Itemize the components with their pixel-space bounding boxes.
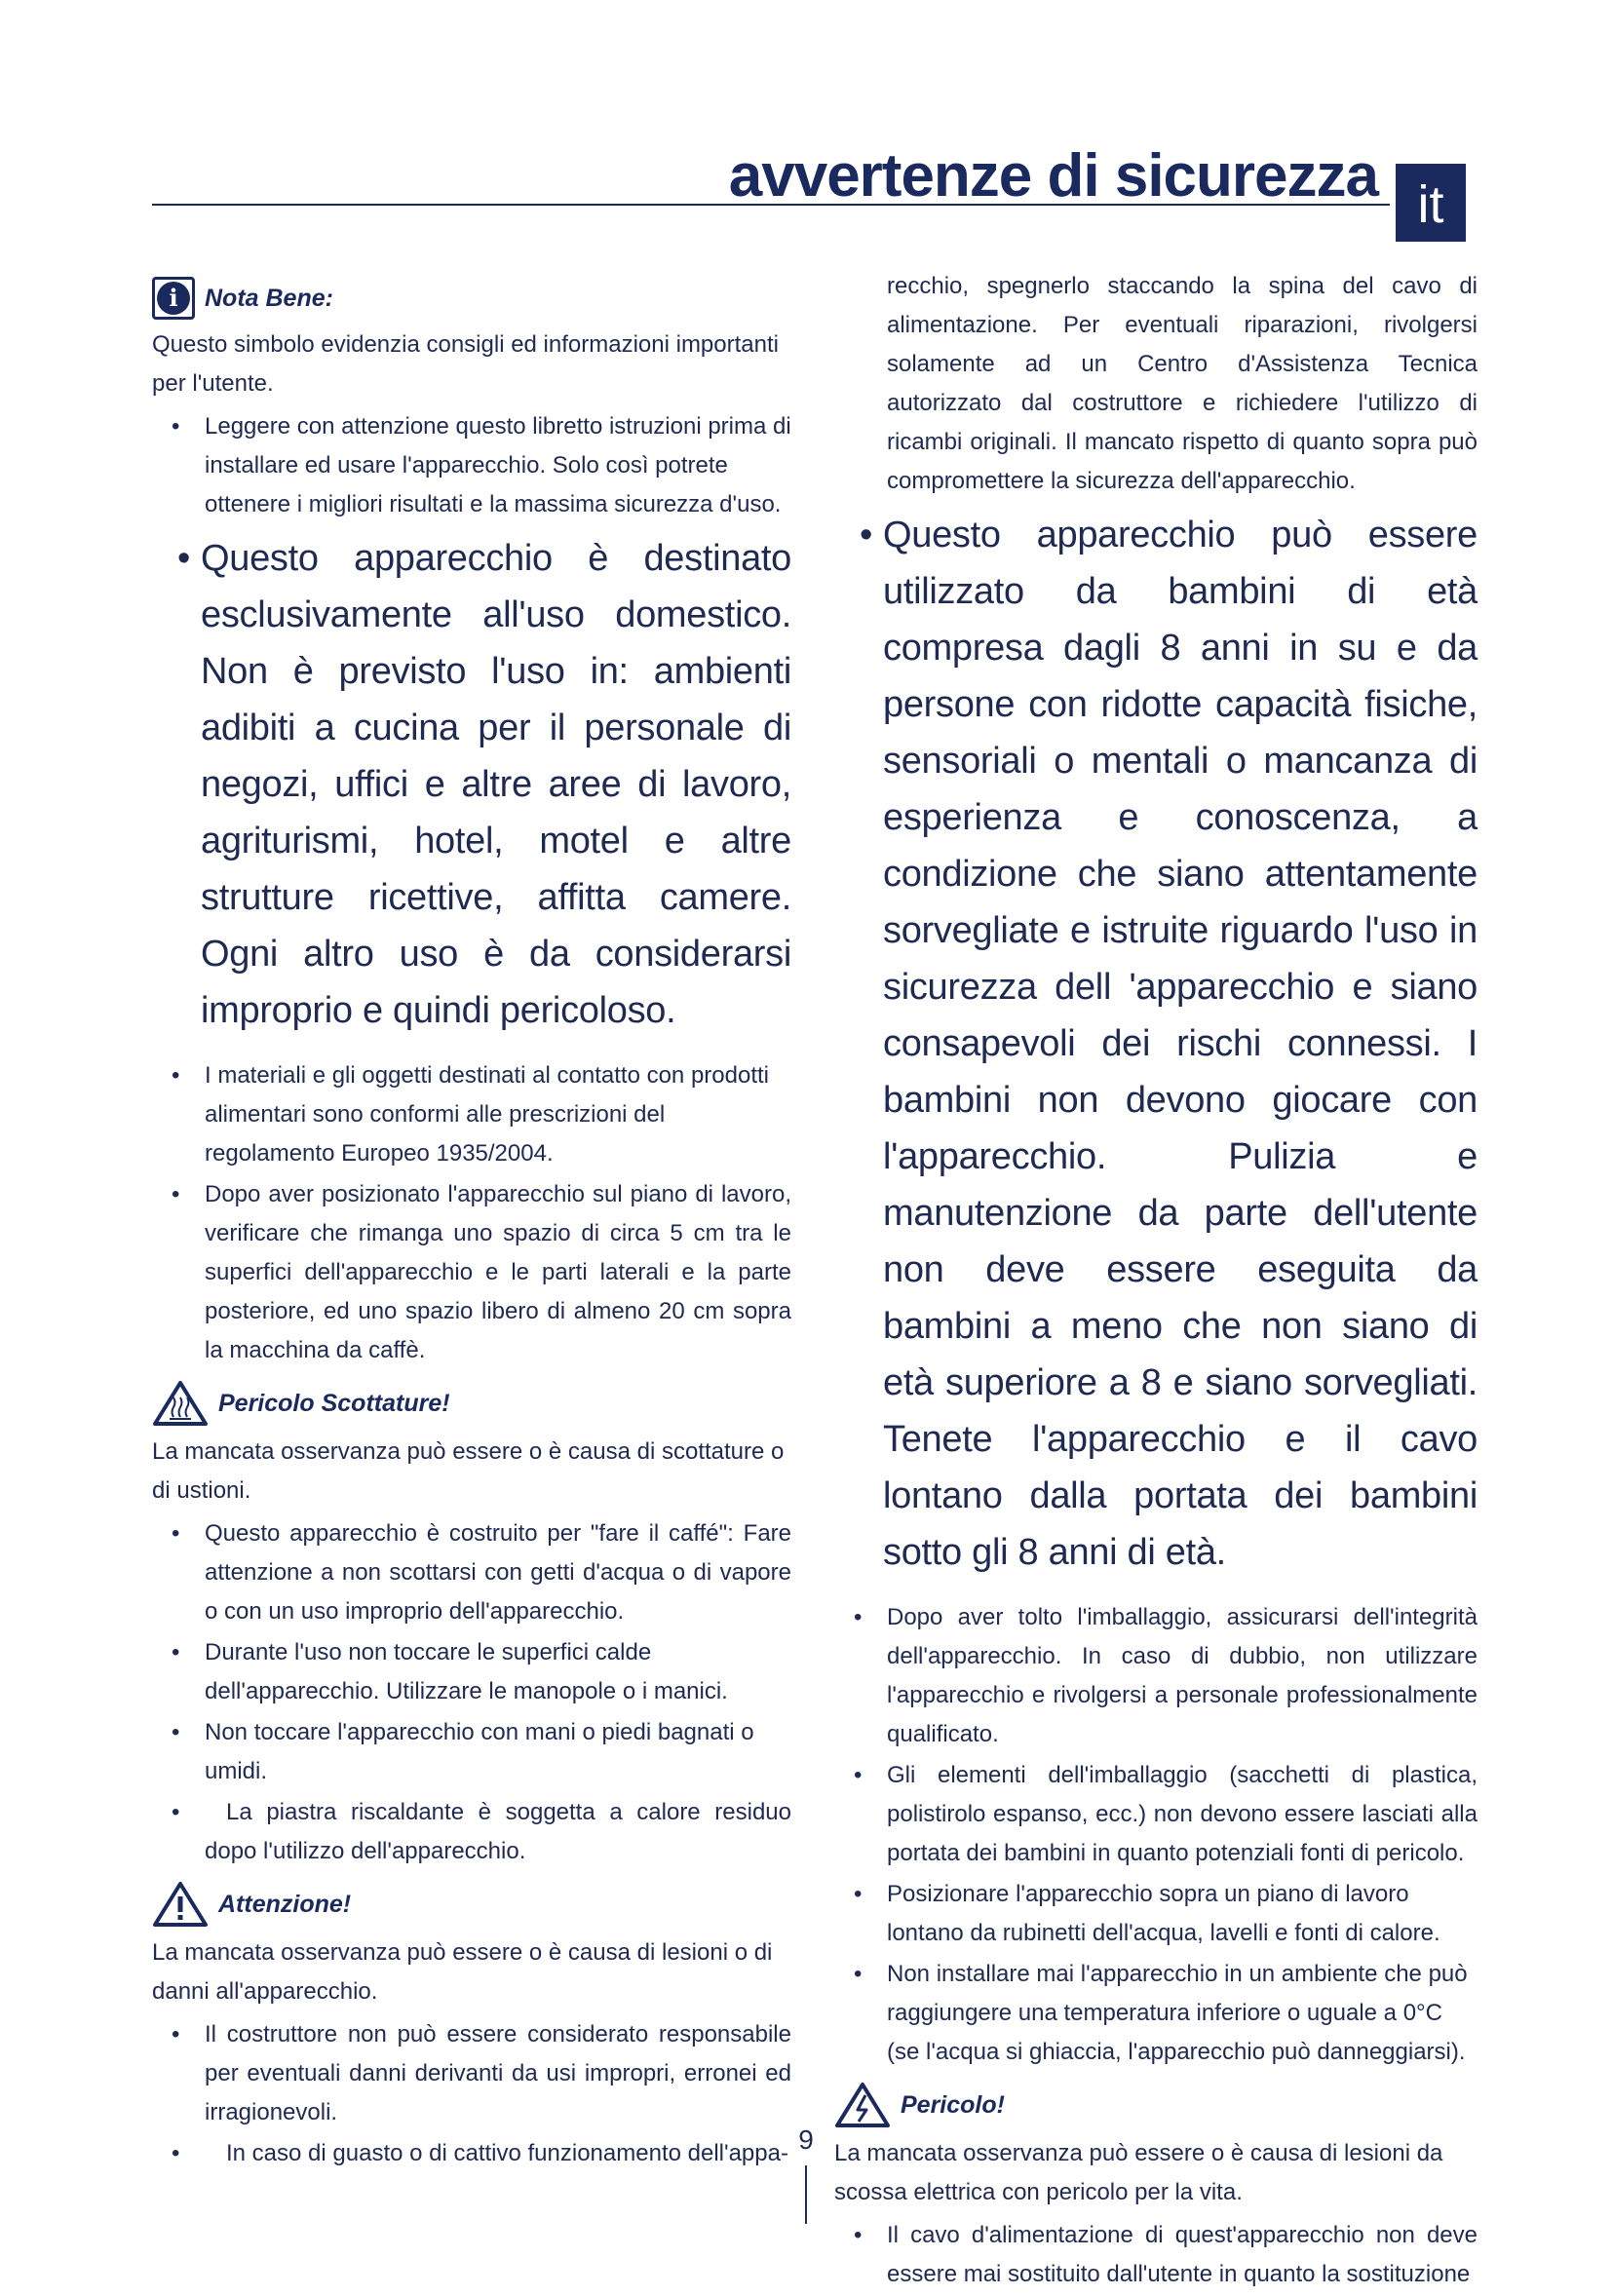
list-item: • Posizionare l'apparecchio sopra un piano di lavoro lontano da rubinetti dell'acqua, lavelli e fonti di calore. bbox=[834, 1875, 1478, 1953]
pericolo-text: La mancata osservanza può essere o è causa di lesioni da scossa elettrica con pericolo per la vita. bbox=[834, 2140, 1443, 2205]
scottature-text: La mancata osservanza può essere o è causa di scottature o di ustioni. bbox=[152, 1438, 785, 1504]
right-column bbox=[834, 267, 1478, 2296]
pericolo-heading bbox=[834, 2082, 1478, 2128]
list-item: • Gli elementi dell'imballaggio (sacchetti di plastica, polistirolo espanso, ecc.) non devono essere lasciati alla portata dei bambini in quanto potenziali fonti di pericolo. bbox=[834, 1756, 1478, 1873]
attenzione-label: Attenzione! bbox=[218, 1890, 352, 1918]
scottature-heading bbox=[152, 1380, 791, 1427]
page-divider bbox=[805, 2165, 807, 2224]
list-item: • La piastra riscaldante è soggetta a calore residuo dopo l'utilizzo dell'apparecchio. bbox=[152, 1793, 791, 1871]
list-item: • Dopo aver tolto l'imballaggio, assicurarsi dell'integrità dell'apparecchio. In caso di dubbio, non utilizzare l'apparecchio e rivolgersi a personale professionalmente qualificato. bbox=[834, 1598, 1478, 1754]
attenzione-heading bbox=[152, 1881, 791, 1928]
info-icon: i bbox=[152, 277, 195, 320]
list-item: • Questo apparecchio è costruito per "fare il caffé": Fare attenzione a non scottarsi con getti d'acqua o di vapore o con un uso improprio dell'apparecchio. bbox=[152, 1514, 791, 1631]
left-column bbox=[152, 273, 791, 2175]
list-item: • Il costruttore non può essere considerato responsabile per eventuali danni derivanti da usi impropri, erronei ed irragionevoli. bbox=[152, 2015, 791, 2132]
list-item: • In caso di guasto o di cattivo funzionamento dell'appa- bbox=[152, 2134, 791, 2173]
warning-icon bbox=[152, 1881, 209, 1928]
page-number: 9 bbox=[798, 2124, 814, 2155]
nota-bene-label: Nota Bene: bbox=[205, 284, 333, 312]
list-item: • I materiali e gli oggetti destinati al contatto con prodotti alimentari sono conformi alle prescrizioni del regolamento Europeo 1935/2004. bbox=[152, 1056, 791, 1173]
electric-shock-warning-icon bbox=[834, 2082, 891, 2128]
domestic-use-bullet: • Questo apparecchio è destinato esclusivamente all'uso domestico. Non è previsto l'uso in: ambienti adibiti a cucina per il personale di negozi, uffici e altre aree di lavoro, agriturismi, hotel, motel e altre strutture ricettive, affitta camere. Ogni altro uso è da considerarsi improprio e quindi pericoloso. bbox=[152, 530, 791, 1039]
hot-surface-warning-icon bbox=[152, 1380, 209, 1427]
list-item: • Non toccare l'apparecchio con mani o piedi bagnati o umidi. bbox=[152, 1713, 791, 1791]
continuation-text: recchio, spegnerlo staccando la spina del cavo di alimentazione. Per eventuali riparazioni, rivolgersi solamente ad un Centro d'Assistenza Tecnica autorizzato dal costruttore e richiedere l'utilizzo di ricambi originali. Il mancato rispetto di quanto sopra può compromettere la sicurezza dell'apparecchio. bbox=[887, 273, 1478, 494]
language-badge: it bbox=[1396, 164, 1466, 242]
list-item: • Il cavo d'alimentazione di quest'apparecchio non deve essere mai sostituito dall'utente in quanto la sostituzione bbox=[834, 2216, 1478, 2294]
list-item: • Dopo aver posizionato l'apparecchio sul piano di lavoro, verificare che rimanga uno spazio di circa 5 cm tra le superfici dell'apparecchio e le parti laterali e la parte posteriore, ed uno spazio libero di almeno 20 cm sopra la macchina da caffè. bbox=[152, 1175, 791, 1370]
children-use-bullet: • Questo apparecchio può essere utilizzato da bambini di età compresa dagli 8 anni in su e da persone con ridotte capacità fisiche, sensoriali o mentali o mancanza di esperienza e conoscenza, a condizione che siano attentamente sorvegliate e istruite riguardo l'uso in sicurezza dell 'apparecchio e siano consapevoli dei rischi connessi. I bambini non devono giocare con l'apparecchio. Pulizia e manutenzione da parte dell'utente non deve essere eseguita da bambini a meno che non siano di età superiore a 8 e siano sorvegliati. Tenete l'apparecchio e il cavo lontano dalla portata dei bambini sotto gli 8 anni di età. bbox=[834, 507, 1478, 1581]
list-item: • Leggere con attenzione questo libretto istruzioni prima di installare ed usare l'apparecchio. Solo così potrete ottenere i migliori risultati e la massima sicurezza d'uso. bbox=[152, 407, 791, 524]
attenzione-text: La mancata osservanza può essere o è causa di lesioni o di danni all'apparecchio. bbox=[152, 1939, 773, 2005]
list-item: • Non installare mai l'apparecchio in un ambiente che può raggiungere una temperatura inferiore o uguale a 0°C (se l'acqua si ghiaccia, l'apparecchio può danneggiarsi). bbox=[834, 1955, 1478, 2072]
scottature-label: Pericolo Scottature! bbox=[218, 1389, 450, 1417]
nota-bene-text: Questo simbolo evidenzia consigli ed informazioni importanti per l'utente. bbox=[152, 331, 779, 397]
nota-bene-heading bbox=[152, 277, 791, 320]
list-item: • Durante l'uso non toccare le superfici calde dell'apparecchio. Utilizzare le manopole o i manici. bbox=[152, 1633, 791, 1711]
pericolo-label: Pericolo! bbox=[901, 2090, 1005, 2119]
page-title: avvertenze di sicurezza bbox=[728, 142, 1378, 210]
